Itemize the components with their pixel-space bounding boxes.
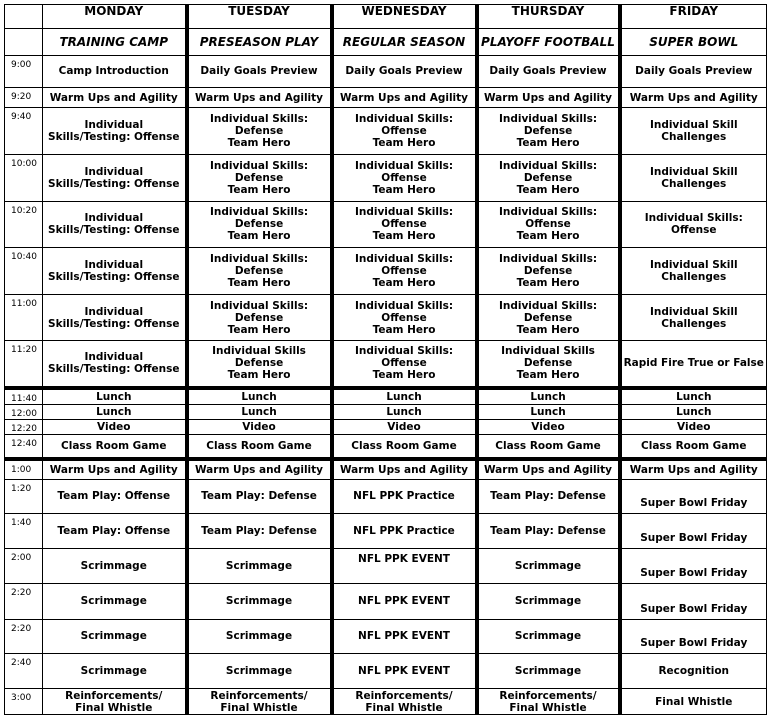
activity-tuesday: Individual Skills: Defense Team Hero bbox=[187, 108, 332, 155]
activity-tuesday: Team Play: Defense bbox=[187, 479, 332, 513]
day-header-wednesday: WEDNESDAY bbox=[332, 5, 477, 29]
activity-monday: Video bbox=[43, 419, 187, 434]
time-slot: 1:20 bbox=[5, 479, 43, 513]
activity-thursday: Video bbox=[477, 419, 620, 434]
activity-tuesday: Lunch bbox=[187, 404, 332, 419]
activity-tuesday: Video bbox=[187, 419, 332, 434]
theme-thursday: PLAYOFF FOOTBALL bbox=[477, 29, 620, 55]
activity-friday: Individual Skill Challenges bbox=[620, 294, 767, 341]
activity-monday: Scrimmage bbox=[43, 548, 187, 583]
time-slot: 11:00 bbox=[5, 294, 43, 341]
activity-wednesday: Individual Skills: Offense Team Hero bbox=[332, 294, 477, 341]
activity-tuesday: Individual Skills Defense Team Hero bbox=[187, 341, 332, 388]
activity-thursday: Lunch bbox=[477, 388, 620, 405]
activity-monday: Individual Skills/Testing: Offense bbox=[43, 154, 187, 201]
activity-thursday: Team Play: Defense bbox=[477, 479, 620, 513]
activity-tuesday: Scrimmage bbox=[187, 548, 332, 583]
activity-tuesday: Scrimmage bbox=[187, 654, 332, 689]
time-slot: 10:20 bbox=[5, 201, 43, 248]
activity-wednesday: NFL PPK EVENT bbox=[332, 584, 477, 619]
time-slot: 3:00 bbox=[5, 689, 43, 715]
activity-thursday: Team Play: Defense bbox=[477, 514, 620, 548]
activity-wednesday: Video bbox=[332, 419, 477, 434]
time-slot: 10:40 bbox=[5, 248, 43, 295]
activity-monday: Scrimmage bbox=[43, 619, 187, 653]
activity-friday: Final Whistle bbox=[620, 689, 767, 715]
activity-friday: Super Bowl Friday bbox=[620, 548, 767, 583]
activity-monday: Class Room Game bbox=[43, 435, 187, 459]
theme-friday: SUPER BOWL bbox=[620, 29, 767, 55]
time-slot: 1:00 bbox=[5, 459, 43, 479]
time-slot: 1:40 bbox=[5, 514, 43, 548]
theme-row bbox=[5, 29, 767, 55]
time-slot: 12:00 bbox=[5, 404, 43, 419]
activity-thursday: Individual Skills Defense Team Hero bbox=[477, 341, 620, 388]
activity-wednesday: NFL PPK EVENT bbox=[332, 548, 477, 583]
activity-thursday: Class Room Game bbox=[477, 435, 620, 459]
activity-thursday: Scrimmage bbox=[477, 548, 620, 583]
activity-wednesday: Warm Ups and Agility bbox=[332, 459, 477, 479]
activity-tuesday: Individual Skills: Defense Team Hero bbox=[187, 248, 332, 295]
activity-wednesday: NFL PPK Practice bbox=[332, 479, 477, 513]
activity-tuesday: Team Play: Defense bbox=[187, 514, 332, 548]
activity-wednesday: Class Room Game bbox=[332, 435, 477, 459]
activity-monday: Individual Skills/Testing: Offense bbox=[43, 248, 187, 295]
activity-wednesday: Warm Ups and Agility bbox=[332, 88, 477, 108]
activity-friday: Rapid Fire True or False bbox=[620, 341, 767, 388]
activity-monday: Individual Skills/Testing: Offense bbox=[43, 108, 187, 155]
activity-tuesday: Scrimmage bbox=[187, 584, 332, 619]
activity-friday: Daily Goals Preview bbox=[620, 55, 767, 87]
activity-tuesday: Warm Ups and Agility bbox=[187, 459, 332, 479]
schedule-row bbox=[5, 248, 767, 295]
activity-friday: Warm Ups and Agility bbox=[620, 459, 767, 479]
day-header-thursday: THURSDAY bbox=[477, 5, 620, 29]
activity-monday: Lunch bbox=[43, 388, 187, 405]
activity-monday: Warm Ups and Agility bbox=[43, 459, 187, 479]
activity-monday: Team Play: Offense bbox=[43, 514, 187, 548]
activity-tuesday: Warm Ups and Agility bbox=[187, 88, 332, 108]
time-slot: 9:40 bbox=[5, 108, 43, 155]
schedule-row bbox=[5, 88, 767, 108]
activity-friday: Individual Skills: Offense bbox=[620, 201, 767, 248]
schedule-row bbox=[5, 154, 767, 201]
activity-wednesday: Lunch bbox=[332, 404, 477, 419]
theme-tuesday: PRESEASON PLAY bbox=[187, 29, 332, 55]
day-header-friday: FRIDAY bbox=[620, 5, 767, 29]
activity-friday: Super Bowl Friday bbox=[620, 619, 767, 653]
activity-monday: Camp Introduction bbox=[43, 55, 187, 87]
schedule-row bbox=[5, 514, 767, 548]
activity-wednesday: Individual Skills: Offense Team Hero bbox=[332, 248, 477, 295]
theme-monday: TRAINING CAMP bbox=[43, 29, 187, 55]
activity-thursday: Individual Skills: Offense Team Hero bbox=[477, 201, 620, 248]
activity-wednesday: Lunch bbox=[332, 388, 477, 405]
activity-wednesday: Daily Goals Preview bbox=[332, 55, 477, 87]
schedule-row bbox=[5, 689, 767, 715]
time-slot: 9:20 bbox=[5, 88, 43, 108]
activity-monday: Warm Ups and Agility bbox=[43, 88, 187, 108]
activity-friday: Class Room Game bbox=[620, 435, 767, 459]
schedule-row bbox=[5, 294, 767, 341]
time-slot: 2:40 bbox=[5, 654, 43, 689]
activity-thursday: Scrimmage bbox=[477, 654, 620, 689]
activity-wednesday: Individual Skills: Offense Team Hero bbox=[332, 108, 477, 155]
activity-wednesday: Individual Skills: Offense Team Hero bbox=[332, 341, 477, 388]
activity-friday: Super Bowl Friday bbox=[620, 584, 767, 619]
activity-friday: Recognition bbox=[620, 654, 767, 689]
activity-thursday: Scrimmage bbox=[477, 584, 620, 619]
activity-wednesday: Individual Skills: Offense Team Hero bbox=[332, 154, 477, 201]
activity-wednesday: Individual Skills: Offense Team Hero bbox=[332, 201, 477, 248]
activity-monday: Scrimmage bbox=[43, 584, 187, 619]
activity-thursday: Lunch bbox=[477, 404, 620, 419]
day-header-tuesday: TUESDAY bbox=[187, 5, 332, 29]
schedule-row bbox=[5, 201, 767, 248]
activity-friday: Individual Skill Challenges bbox=[620, 154, 767, 201]
activity-friday: Video bbox=[620, 419, 767, 434]
activity-friday: Super Bowl Friday bbox=[620, 514, 767, 548]
schedule-row bbox=[5, 619, 767, 653]
activity-friday: Individual Skill Challenges bbox=[620, 248, 767, 295]
schedule-row bbox=[5, 479, 767, 513]
schedule-row bbox=[5, 548, 767, 583]
activity-thursday: Individual Skills: Defense Team Hero bbox=[477, 108, 620, 155]
activity-thursday: Individual Skills: Defense Team Hero bbox=[477, 294, 620, 341]
activity-thursday: Warm Ups and Agility bbox=[477, 459, 620, 479]
time-slot: 2:20 bbox=[5, 584, 43, 619]
activity-tuesday: Scrimmage bbox=[187, 619, 332, 653]
schedule-row bbox=[5, 404, 767, 419]
activity-friday: Super Bowl Friday bbox=[620, 479, 767, 513]
activity-monday: Lunch bbox=[43, 404, 187, 419]
activity-tuesday: Individual Skills: Defense Team Hero bbox=[187, 154, 332, 201]
schedule-row bbox=[5, 108, 767, 155]
schedule-row bbox=[5, 55, 767, 87]
activity-tuesday: Reinforcements/ Final Whistle bbox=[187, 689, 332, 715]
activity-thursday: Daily Goals Preview bbox=[477, 55, 620, 87]
schedule-row bbox=[5, 584, 767, 619]
time-slot: 9:00 bbox=[5, 55, 43, 87]
activity-wednesday: NFL PPK EVENT bbox=[332, 654, 477, 689]
activity-thursday: Warm Ups and Agility bbox=[477, 88, 620, 108]
activity-thursday: Scrimmage bbox=[477, 619, 620, 653]
activity-friday: Lunch bbox=[620, 404, 767, 419]
time-slot: 11:40 bbox=[5, 388, 43, 405]
activity-tuesday: Daily Goals Preview bbox=[187, 55, 332, 87]
corner-cell bbox=[5, 29, 43, 55]
activity-friday: Lunch bbox=[620, 388, 767, 405]
time-slot: 10:00 bbox=[5, 154, 43, 201]
time-slot: 2:00 bbox=[5, 548, 43, 583]
day-header-row bbox=[5, 5, 767, 29]
schedule-row bbox=[5, 419, 767, 434]
activity-thursday: Individual Skills: Defense Team Hero bbox=[477, 248, 620, 295]
activity-tuesday: Individual Skills: Defense Team Hero bbox=[187, 201, 332, 248]
activity-wednesday: NFL PPK Practice bbox=[332, 514, 477, 548]
activity-friday: Warm Ups and Agility bbox=[620, 88, 767, 108]
activity-tuesday: Class Room Game bbox=[187, 435, 332, 459]
activity-thursday: Individual Skills: Defense Team Hero bbox=[477, 154, 620, 201]
schedule-row bbox=[5, 654, 767, 689]
time-slot: 12:40 bbox=[5, 435, 43, 459]
camp-schedule-table bbox=[4, 4, 767, 715]
activity-monday: Individual Skills/Testing: Offense bbox=[43, 341, 187, 388]
activity-monday: Individual Skills/Testing: Offense bbox=[43, 201, 187, 248]
time-slot: 2:20 bbox=[5, 619, 43, 653]
activity-thursday: Reinforcements/ Final Whistle bbox=[477, 689, 620, 715]
schedule-row bbox=[5, 388, 767, 405]
activity-monday: Reinforcements/ Final Whistle bbox=[43, 689, 187, 715]
activity-monday: Individual Skills/Testing: Offense bbox=[43, 294, 187, 341]
activity-monday: Scrimmage bbox=[43, 654, 187, 689]
activity-friday: Individual Skill Challenges bbox=[620, 108, 767, 155]
activity-wednesday: Reinforcements/ Final Whistle bbox=[332, 689, 477, 715]
schedule-row bbox=[5, 435, 767, 459]
time-slot: 12:20 bbox=[5, 419, 43, 434]
time-slot: 11:20 bbox=[5, 341, 43, 388]
schedule-row bbox=[5, 459, 767, 479]
activity-tuesday: Lunch bbox=[187, 388, 332, 405]
activity-tuesday: Individual Skills: Defense Team Hero bbox=[187, 294, 332, 341]
schedule-row bbox=[5, 341, 767, 388]
corner-cell bbox=[5, 5, 43, 29]
activity-monday: Team Play: Offense bbox=[43, 479, 187, 513]
activity-wednesday: NFL PPK EVENT bbox=[332, 619, 477, 653]
theme-wednesday: REGULAR SEASON bbox=[332, 29, 477, 55]
day-header-monday: MONDAY bbox=[43, 5, 187, 29]
